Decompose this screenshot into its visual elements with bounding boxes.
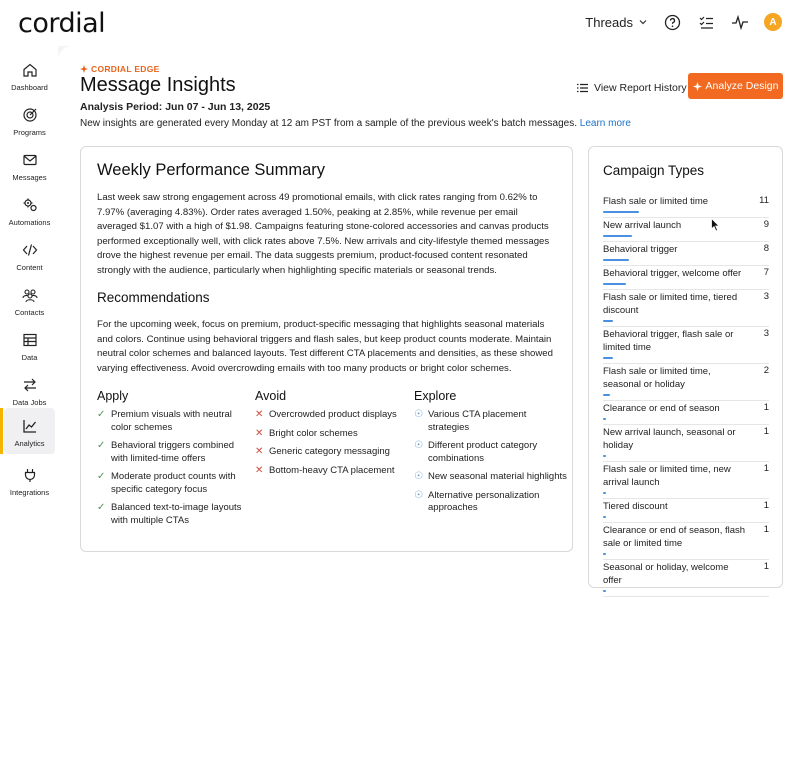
apply-column [97, 389, 252, 533]
mouse-cursor-icon [711, 218, 721, 232]
summary-title: Weekly Performance Summary [97, 161, 326, 179]
sidebar-item-label: Contacts [14, 308, 45, 317]
sidebar-item-label: Data [21, 353, 38, 362]
campaign-type-bar [603, 516, 606, 518]
subtitle-text: New insights are generated every Monday at 12 am PST from a sample of the previous week's batch messages. [80, 118, 577, 129]
code-icon [22, 242, 38, 258]
campaign-type-count: 3 [763, 328, 769, 339]
home-icon [22, 62, 38, 78]
campaign-type-row [603, 425, 769, 462]
check-icon: ✓ [97, 471, 106, 482]
lightbulb-icon: ☉ [414, 489, 423, 501]
chart-icon [22, 418, 38, 434]
page-title: Message Insights [80, 74, 236, 96]
campaign-type-row [603, 266, 769, 290]
sidebar-item-label: Messages [12, 173, 47, 182]
check-icon: ✓ [97, 502, 106, 513]
sidebar-item-messages[interactable] [4, 142, 55, 186]
campaign-type-row [603, 401, 769, 425]
sidebar-item-content[interactable] [4, 232, 55, 276]
recommendations-title: Recommendations [97, 290, 210, 305]
sidebar-item-programs[interactable] [4, 97, 55, 141]
explore-item [414, 471, 569, 484]
table-icon [22, 332, 38, 348]
sidebar-item-label: Content [16, 263, 43, 272]
sparkle-icon [693, 82, 702, 91]
avoid-item [255, 428, 410, 441]
campaign-type-row [603, 242, 769, 266]
avoid-list [255, 409, 410, 477]
x-icon: ✕ [255, 427, 264, 439]
campaign-type-bar [603, 259, 629, 261]
avoid-item [255, 409, 410, 422]
apply-item [97, 409, 252, 434]
campaign-type-label: Seasonal or holiday, welcome offer [603, 562, 729, 586]
arrows-icon [22, 377, 38, 393]
explore-item-text: Alternative personalization approaches [428, 489, 540, 513]
gears-icon [22, 197, 38, 213]
campaign-type-row [603, 499, 769, 523]
apply-item [97, 502, 252, 527]
avoid-item-text: Generic category messaging [269, 446, 390, 457]
campaign-type-count: 11 [759, 195, 769, 206]
apply-item-text: Behavioral triggers combined with limited-time offers [111, 440, 235, 464]
campaign-type-count: 9 [763, 219, 769, 230]
campaign-type-label: New arrival launch, seasonal or holiday [603, 427, 736, 451]
sidebar-item-automations[interactable] [4, 187, 55, 231]
target-icon [22, 107, 38, 123]
report-history-label: View Report History [594, 82, 687, 94]
sidebar-item-label: Data Jobs [12, 398, 47, 407]
campaign-type-count: 1 [763, 463, 769, 474]
campaign-type-count: 1 [763, 426, 769, 437]
analysis-period: Analysis Period: Jun 07 - Jun 13, 2025 [80, 101, 271, 113]
campaign-type-label: Behavioral trigger, flash sale or limited time [603, 329, 734, 353]
explore-item-text: Different product category combinations [428, 440, 538, 464]
threads-label: Threads [585, 14, 633, 30]
campaign-type-label: Behavioral trigger, welcome offer [603, 268, 742, 279]
explore-column [414, 389, 569, 521]
apply-item-text: Premium visuals with neutral color schemes [111, 409, 232, 433]
checklist-icon[interactable] [696, 12, 716, 32]
campaign-type-bar [603, 211, 639, 213]
explore-item [414, 490, 569, 515]
explore-item [414, 409, 569, 434]
campaign-types-list [603, 194, 769, 597]
activity-pulse-icon[interactable] [730, 12, 750, 32]
view-report-history-button[interactable] [577, 79, 687, 97]
recommendations-text: For the upcoming week, focus on premium, product-specific messaging that highlights seasonal materials and colors. Continue using behavioral triggers and flash sales, but keep product counts moderate. Maintain neutral color schemes and balanced layouts. Test different CTA placements and densities, as these showed varying effectiveness. Avoid overcrowding emails with too many products or bright color schemes. [97, 319, 553, 374]
campaign-type-bar [603, 492, 606, 494]
campaign-type-count: 1 [763, 402, 769, 413]
weekly-summary-card [80, 146, 573, 552]
campaign-type-row [603, 290, 769, 327]
campaign-type-row [603, 364, 769, 401]
campaign-type-row [603, 194, 769, 218]
x-icon: ✕ [255, 446, 264, 457]
sidebar-item-label: Dashboard [11, 83, 48, 92]
campaign-types-card [588, 146, 783, 588]
apply-item-text: Moderate product counts with specific category focus [111, 471, 236, 495]
lightbulb-icon: ☉ [414, 440, 423, 451]
campaign-types-title: Campaign Types [603, 163, 705, 178]
avoid-title: Avoid [255, 389, 287, 403]
campaign-type-row [603, 523, 769, 560]
campaign-type-label: Flash sale or limited time, tiered discount [603, 292, 738, 316]
avoid-item-text: Overcrowded product displays [269, 409, 397, 420]
explore-list [414, 409, 569, 515]
campaign-type-bar [603, 320, 613, 322]
avoid-item-text: Bottom-heavy CTA placement [269, 464, 395, 476]
avoid-column [255, 389, 410, 483]
avoid-item [255, 465, 410, 478]
apply-title: Apply [97, 389, 129, 403]
sparkle-icon [80, 65, 88, 73]
check-icon: ✓ [97, 409, 106, 420]
summary-text: Last week saw strong engagement across 49 promotional emails, with click rates ranging from 0.62% to 7.97% (averaging 4.83%). Order rates averaged 1.50%, peaking at 2.85%, while revenue per email averaged $1.07 with a high of $1.98. Campaigns featuring stone-colored accessories and canvas products performed exceptionally well, with click rates above 7.5%. New arrivals and city-lifestyle themed messages drove the highest revenue per email. The data suggests premium, product-focused content resonated strongly with the audience, particularly when highlighting specific materials or seasonal trends. [97, 192, 550, 276]
apply-item [97, 440, 252, 465]
campaign-type-bar [603, 418, 606, 420]
campaign-type-label: Clearance or end of season, flash sale or limited time [603, 525, 746, 549]
main-content [58, 46, 800, 780]
user-avatar[interactable]: A [764, 13, 782, 31]
campaign-type-bar [603, 455, 606, 457]
help-icon[interactable] [662, 12, 682, 32]
plug-icon [22, 467, 38, 483]
threads-dropdown[interactable] [585, 15, 648, 30]
campaign-type-bar [603, 394, 610, 396]
analyze-design-button[interactable] [688, 73, 783, 99]
sidebar-item-contacts[interactable] [4, 277, 55, 321]
top-right-controls [585, 10, 782, 34]
campaign-type-label: Behavioral trigger [603, 244, 678, 255]
sidebar-item-data[interactable] [4, 322, 55, 366]
sidebar-item-data-jobs[interactable] [4, 367, 55, 411]
sidebar-item-integrations[interactable] [4, 457, 55, 501]
sidebar-item-label: Automations [8, 218, 51, 227]
list-icon [577, 83, 588, 93]
sidebar-item-label: Programs [13, 128, 46, 137]
explore-item-text: Various CTA placement strategies [428, 409, 527, 433]
campaign-type-row [603, 327, 769, 364]
campaign-type-label: Flash sale or limited time [603, 196, 709, 207]
campaign-type-row [603, 462, 769, 499]
apply-item [97, 471, 252, 496]
mail-icon [22, 152, 38, 168]
campaign-type-label: Tiered discount [603, 501, 668, 512]
cordial-logo[interactable]: cordial [18, 8, 106, 39]
explore-item-text: New seasonal material highlights [428, 471, 567, 482]
campaign-type-bar [603, 283, 626, 285]
x-icon: ✕ [255, 464, 264, 476]
people-icon [22, 287, 38, 303]
explore-title: Explore [414, 389, 457, 403]
sidebar-item-analytics[interactable] [4, 408, 55, 454]
campaign-type-count: 2 [763, 365, 769, 376]
campaign-type-bar [603, 235, 632, 237]
learn-more-link[interactable]: Learn more [579, 118, 631, 129]
sidebar [0, 46, 58, 780]
campaign-type-count: 3 [763, 291, 769, 302]
avoid-item-text: Bright color schemes [269, 427, 358, 439]
campaign-type-count: 8 [763, 243, 769, 254]
sidebar-item-dashboard[interactable] [4, 52, 55, 96]
sidebar-item-label: Analytics [14, 439, 45, 448]
apply-item-text: Balanced text-to-image layouts with multiple CTAs [111, 502, 242, 526]
campaign-type-bar [603, 357, 613, 359]
cordial-edge-tag [80, 64, 160, 74]
campaign-type-count: 7 [763, 267, 769, 278]
top-bar [0, 0, 800, 46]
x-icon: ✕ [255, 409, 264, 420]
apply-list [97, 409, 252, 527]
campaign-type-row [603, 560, 769, 597]
lightbulb-icon: ☉ [414, 409, 423, 420]
sidebar-item-label: Integrations [9, 488, 50, 497]
page-subtitle [80, 118, 631, 129]
campaign-type-bar [603, 553, 606, 555]
analyze-design-label: Analyze Design [705, 80, 779, 92]
edge-tag-label: CORDIAL EDGE [91, 64, 160, 74]
campaign-type-label: New arrival launch [603, 220, 682, 231]
chevron-down-icon [638, 17, 648, 27]
campaign-type-row [603, 218, 769, 242]
campaign-type-bar [603, 590, 606, 592]
lightbulb-icon: ☉ [414, 471, 423, 482]
campaign-type-count: 1 [763, 524, 769, 535]
check-icon: ✓ [97, 440, 106, 451]
campaign-type-label: Flash sale or limited time, seasonal or holiday [603, 366, 711, 390]
campaign-type-label: Clearance or end of season [603, 403, 720, 414]
avoid-item [255, 446, 410, 459]
campaign-type-count: 1 [763, 500, 769, 511]
campaign-type-label: Flash sale or limited time, new arrival launch [603, 464, 731, 488]
explore-item [414, 440, 569, 465]
campaign-type-count: 1 [763, 561, 769, 572]
